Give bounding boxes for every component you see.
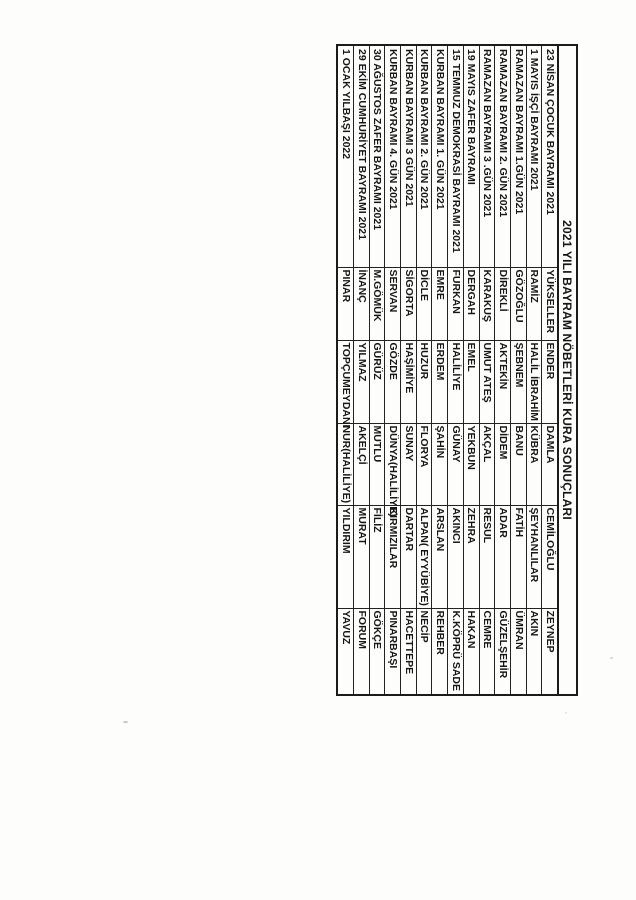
name-cell: PINAR	[337, 267, 353, 340]
name-cell: GÖZOĞLU	[510, 267, 526, 340]
name-cell: UMUT ATEŞ	[479, 340, 495, 423]
name-cell: ERDEM	[432, 340, 448, 423]
rotated-table-container	[336, 44, 578, 694]
name-cell: DİCLE	[416, 267, 432, 340]
holiday-cell: 29 EKİM CUMHURİYET BAYRAMI 2021	[354, 45, 370, 267]
name-cell: HALİLİYE	[448, 340, 464, 423]
name-cell: EMEL	[463, 340, 479, 423]
name-cell: MUTLU	[369, 423, 385, 505]
holiday-cell: 19 MAYIS ZAFER BAYRAMI	[463, 45, 479, 267]
name-cell: YAVUZ	[337, 608, 353, 695]
name-cell: DERGAH	[463, 267, 479, 340]
name-cell: HAŞİMİYE	[401, 340, 417, 423]
name-cell: EMRE	[432, 267, 448, 340]
name-cell: PINARBAŞI	[385, 608, 401, 695]
name-cell: TOPÇUMEYDANI	[337, 340, 353, 423]
name-cell: K.KÖPRÜ SADE	[448, 608, 464, 695]
name-cell: DÜNYA(HALİLİYE)	[385, 423, 401, 505]
table-row	[495, 45, 511, 695]
title-row	[558, 45, 577, 695]
name-cell: ZEHRA	[463, 505, 479, 608]
table-row	[416, 45, 432, 695]
name-cell: AKIN	[526, 608, 542, 695]
name-cell: ALPAN( EYYÜBİYE)	[416, 505, 432, 608]
table-title: 2021 YILI BAYRAM NÖBETLERİ KURA SONUÇLARI	[558, 45, 577, 695]
name-cell: KARAKUŞ	[479, 267, 495, 340]
holiday-cell: 15 TEMMUZ DEMOKRASİ BAYRAMI 2021	[448, 45, 464, 267]
table-row	[463, 45, 479, 695]
scan-speck	[123, 721, 128, 723]
name-cell: KÜBRA	[526, 423, 542, 505]
name-cell: NECİP	[416, 608, 432, 695]
name-cell: FURKAN	[448, 267, 464, 340]
name-cell: YILDIRIM	[337, 505, 353, 608]
name-cell: ARSLAN	[432, 505, 448, 608]
name-cell: GÜNAY	[448, 423, 464, 505]
name-cell: ADAR	[495, 505, 511, 608]
name-cell: NUR(HALİLİYE)	[337, 423, 353, 505]
holiday-cell: 30 AĞUSTOS ZAFER BAYRAMI 2021	[369, 45, 385, 267]
name-cell: ŞEBNEM	[510, 340, 526, 423]
name-cell: SİGORTA	[401, 267, 417, 340]
name-cell: FORUM	[354, 608, 370, 695]
holiday-cell: KURBAN BAYRAMI 4. GÜN 2021	[385, 45, 401, 267]
holiday-cell: KURBAN BAYRAMI 2. GÜN 2021	[416, 45, 432, 267]
table-row	[432, 45, 448, 695]
name-cell: HUZUR	[416, 340, 432, 423]
holiday-cell: KURBAN BAYRAMI 3 GÜN 2021	[401, 45, 417, 267]
name-cell: AKINCI	[448, 505, 464, 608]
holiday-cell: KURBAN BAYRAMI 1. GÜN 2021	[432, 45, 448, 267]
name-cell: REHBER	[432, 608, 448, 695]
name-cell: DİREKLİ	[495, 267, 511, 340]
holiday-cell: RAMAZAN BAYRAMI 1.GÜN 2021	[510, 45, 526, 267]
name-cell: YÜKSELLER	[542, 267, 558, 340]
name-cell: YEKBUN	[463, 423, 479, 505]
table-row	[385, 45, 401, 695]
name-cell: CEMİLOĞLU	[542, 505, 558, 608]
name-cell: GÜRÜZ	[369, 340, 385, 423]
table-row	[526, 45, 542, 695]
name-cell: DAMLA	[542, 423, 558, 505]
table-row	[448, 45, 464, 695]
name-cell: DARTAR	[401, 505, 417, 608]
table-body	[337, 45, 558, 695]
holiday-cell: 1 OCAK YILBAŞI 2022	[337, 45, 353, 267]
holiday-cell: 1 MAYIS İŞÇİ BAYRAMI 2021	[526, 45, 542, 267]
name-cell: CEMRE	[479, 608, 495, 695]
name-cell: MURAT	[354, 505, 370, 608]
table-row	[510, 45, 526, 695]
name-cell: AKÇAL	[479, 423, 495, 505]
holiday-cell: 23 NİSAN ÇOCUK BAYRAMI 2021	[542, 45, 558, 267]
name-cell: GÜZELŞEHİR	[495, 608, 511, 695]
scan-speck	[565, 712, 567, 714]
name-cell: FİLİZ	[369, 505, 385, 608]
name-cell: ZEYNEP	[542, 608, 558, 695]
table-row	[542, 45, 558, 695]
name-cell: ŞAHİN	[432, 423, 448, 505]
name-cell: RESUL	[479, 505, 495, 608]
table-row	[369, 45, 385, 695]
name-cell: FLORYA	[416, 423, 432, 505]
name-cell: HALİL İBRAHİM	[526, 340, 542, 423]
name-cell: SUNAY	[401, 423, 417, 505]
name-cell: FATİH	[510, 505, 526, 608]
scan-speck	[610, 657, 613, 659]
name-cell: GÖKÇE	[369, 608, 385, 695]
name-cell: AKTEKİN	[495, 340, 511, 423]
name-cell: RAMİZ	[526, 267, 542, 340]
holiday-cell: RAMAZAN BAYRAMI 3 .GÜN 2021	[479, 45, 495, 267]
table-row	[401, 45, 417, 695]
name-cell: GÖZDE	[385, 340, 401, 423]
name-cell: M.GÖMÜK	[369, 267, 385, 340]
table-row	[479, 45, 495, 695]
name-cell: ŞEYHANLILAR	[526, 505, 542, 608]
duty-results-table	[336, 44, 578, 696]
name-cell: İNANÇ	[354, 267, 370, 340]
name-cell: ÜMRAN	[510, 608, 526, 695]
name-cell: HACETTEPE	[401, 608, 417, 695]
name-cell: KIRMIZILAR	[385, 505, 401, 608]
name-cell: HAKAN	[463, 608, 479, 695]
table-row	[354, 45, 370, 695]
table-row	[337, 45, 353, 695]
name-cell: ENDER	[542, 340, 558, 423]
holiday-cell: RAMAZAN BAYRAMI 2. GÜN 2021	[495, 45, 511, 267]
name-cell: BANU	[510, 423, 526, 505]
name-cell: YILMAZ	[354, 340, 370, 423]
name-cell: DİDEM	[495, 423, 511, 505]
name-cell: AKELÇİ	[354, 423, 370, 505]
name-cell: SERVAN	[385, 267, 401, 340]
